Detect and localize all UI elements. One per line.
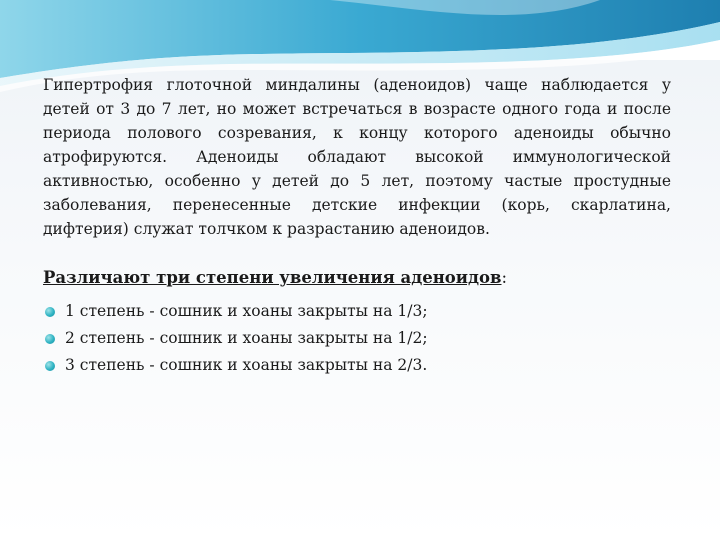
bullet-icon <box>45 334 55 344</box>
list-item <box>43 352 428 379</box>
list-item <box>43 298 428 325</box>
list-item-text: 3 степень - сошник и хоаны закрыты на 2/3. <box>65 356 428 374</box>
list-item <box>43 325 428 352</box>
list-item-text: 2 степень - сошник и хоаны закрыты на 1/2; <box>65 329 428 347</box>
bullet-icon <box>45 307 55 317</box>
degrees-heading-colon: : <box>501 268 508 287</box>
degrees-heading <box>43 268 507 287</box>
bullet-icon <box>45 361 55 371</box>
degrees-heading-text: Различают три степени увеличения аденоидов <box>43 268 502 287</box>
list-item-text: 1 степень - сошник и хоаны закрыты на 1/3; <box>65 302 428 320</box>
degrees-list <box>43 298 428 379</box>
body-paragraph: Гипертрофия глоточной миндалины (аденоидов) чаще наблюдается у детей от 3 до 7 лет, но может встречаться в возрасте одного года и после периода полового созревания, к концу которого аденоиды обычно атрофируются. Аденоиды обладают высокой иммунологической активностью, особенно у детей до 5 лет, поэтому частые простудные заболевания, перенесенные детские инфекции (корь, скарлатина, дифтерия) служат толчком к разрастанию аденоидов. <box>43 76 671 238</box>
